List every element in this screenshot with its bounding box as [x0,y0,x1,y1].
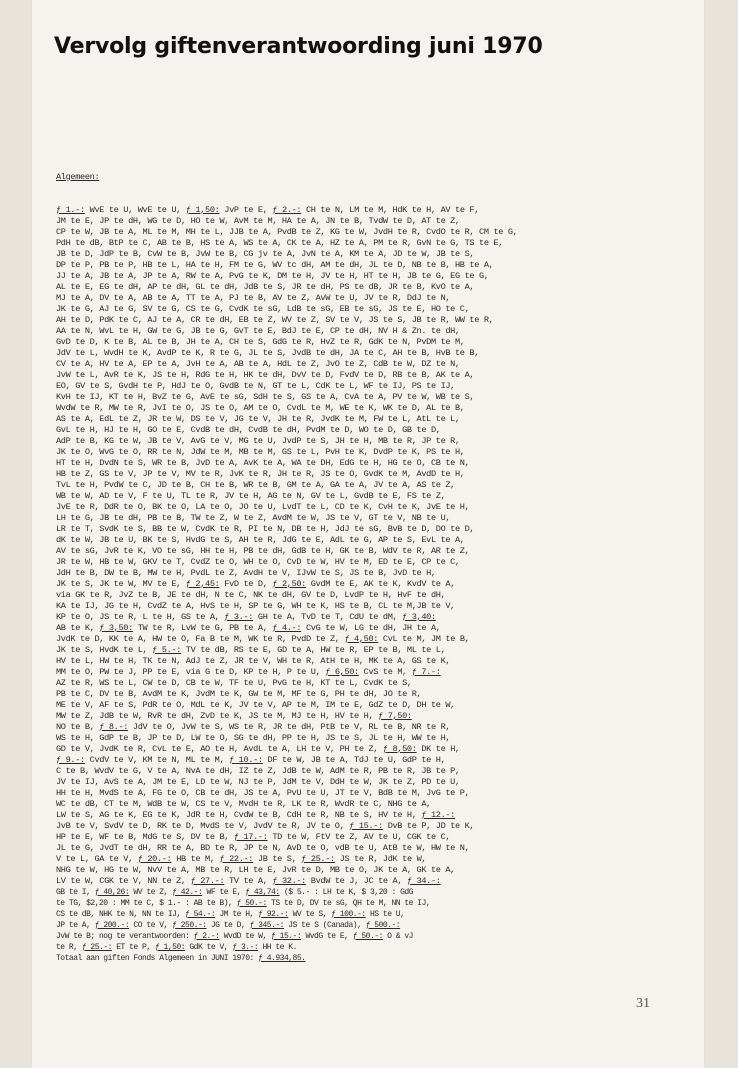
donation-line [56,447,696,458]
donor-text: CvS te M, [358,667,412,677]
donation-line [56,634,696,645]
donation-line [56,271,696,282]
donor-text: HH te H, MvdS te A, FG te O, CB te dH, JS te A, PvU te U, JT te V, BdB te M, JvG te P, [56,788,470,798]
donation-line [56,205,696,216]
donor-text: CvL te M, JM te B, [378,634,470,644]
donor-text: GB te I, [56,888,95,897]
donation-line [56,359,696,370]
section-heading: Algemeen: [56,172,100,182]
donor-text: GvdM te E, AK te K, KvdV te A, [306,579,456,589]
amount-heading: ƒ 32.-: [272,876,306,886]
donation-line [56,491,696,502]
donor-text: KP te O, JS te R, L te H, GS te A, [56,612,225,622]
amount-heading: ƒ 50.-: [352,932,383,941]
donor-text: DF te W, JB te A, TdJ te U, GdP te H, [262,755,446,765]
donation-line [56,513,696,524]
donation-line [56,381,696,392]
donation-line [56,799,696,810]
amount-heading: ƒ 100.-: [331,910,366,919]
amount-heading: ƒ 54.-: [185,910,216,919]
page-number: 31 [636,996,650,1011]
donor-text: te R, [56,943,82,952]
donor-text: MW te Z, JdB te W, RvR te dH, ZvD te K, JS te M, MJ te H, HV te H, [56,711,379,721]
donor-text: TW te R, LvW te G, PB te A, [132,623,273,633]
donor-text: JK te S, JK te W, MV te E, [56,579,186,589]
donation-line [56,920,696,931]
amount-heading: ƒ 27.-: [190,876,225,886]
donor-text: TvL te H, PvdW te C, JD te B, CH te B, WR te B, GM te A, GA te A, JV te A, AS te Z, [56,480,455,490]
donor-text: EO, GV te S, GvdH te P, HdJ te O, GvdB te N, GT te L, CdK te L, WF te IJ, PS te IJ, [56,381,455,391]
donation-line [56,766,696,777]
donation-line [56,403,696,414]
donor-text: HS te U, [365,910,405,919]
donation-line [56,260,696,271]
donor-text: HB te Z, GS te V, JP te V, MV te R, JvK te R, JH te R, JS te O, GvdK te M, AvdD te H, [56,469,465,479]
donor-text: JvE te R, DdR te O, BK te O, LA te O, JO te U, LvdT te L, CD te K, CvH te K, JvE te H, [56,502,470,512]
donor-text: JB te S, [253,854,302,864]
donation-line [56,832,696,843]
donation-line [56,876,696,887]
donor-text: C te B, WvdV te G, V te A, NvA te dH, IZ te Z, JdB te W, AdM te R, PB te R, JB te P, [56,766,460,776]
amount-heading: ƒ 4,50: [344,634,379,644]
amount-heading: ƒ 20.-: [137,854,172,864]
donor-text: AV te sG, JvR te K, VO te sG, HH te H, PB te dH, GdB te H, GK te B, WdV te R, AR te Z, [56,546,470,556]
amount-heading: ƒ 7,50: [378,711,412,721]
donor-text: WV te Z, [129,888,173,897]
donor-text: JS te S (Canada), [283,921,366,930]
amount-heading: ƒ 12.-: [421,810,455,820]
donation-line [56,821,696,832]
donation-line [56,546,696,557]
donor-text: JJ te A, JB te A, JP te A, RW te A, PvG te K, DM te H, JV te H, HT te H, JB te G, EG te G, [56,271,489,281]
donor-text: JdH te B, DW te B, MW te H, PvdL te Z, AvdH te V, IJvW te S, JS te B, JvD te H, [56,568,436,578]
amount-heading: ƒ 9.-: [56,755,85,765]
donor-text: AdP te B, KG te W, JB te V, AvG te V, MG te U, JvdP te S, JH te H, MB te R, JP te R, [56,436,460,446]
donation-line [56,744,696,755]
donor-text: CvdV te V, KM te N, ML te M, [84,755,230,765]
donation-line [56,326,696,337]
donor-text: O & vJ [382,932,413,941]
donation-line [56,733,696,744]
donation-line [56,612,696,623]
donor-text: GvL te H, HJ te H, GO te E, CvdB te dH, CvdB te dH, PvdM te D, WO te D, GB te D, [56,425,441,435]
donation-line [56,810,696,821]
donor-text: KA te IJ, JG te H, CvdZ te A, HvS te H, SP te G, WH te K, HS te B, CL te M,JB te V, [56,601,455,611]
donor-text: JV te IJ, AvS te A, JM te E, LD te W, NJ te P, JdM te V, DdH te W, JK te Z, PD te U, [56,777,460,787]
amount-heading: ƒ 42.-: [172,888,203,897]
donor-text: TD te W, FtV te Z, AV te U, CGK te C, [267,832,451,842]
donation-line [56,887,696,898]
donor-text: PdH te dB, BtP te C, AB te B, HS te A, WS te A, CK te A, HZ te A, PM te R, GvN te G, TS te E, [56,238,504,248]
donation-line [56,304,696,315]
amount-heading: ƒ 40,26: [94,888,130,897]
donation-line [56,645,696,656]
donation-line [56,480,696,491]
donation-line [56,854,696,865]
amount-heading: ƒ 43,74: [245,888,280,897]
amount-heading: ƒ 2.-: [272,205,302,215]
donor-text: JvB te V, SvdV te D, RK te D, MvdS te V, JvdV te R, JV te O, [56,821,350,831]
donor-text: DK te H, [416,744,460,754]
donor-text: HT te H, DvdN te S, WR te B, JvD te A, AvK te A, WA te DH, EdG te H, HG te O, CB te N, [56,458,470,468]
donor-text: AZ te R, WS te L, CW te D, CB te W, TF te U, PvG te H, KT te L, CvdK te S, [56,678,412,688]
donor-text: BvdW te J, JC te A, [306,876,407,886]
amount-heading: ƒ 500.-: [365,921,401,930]
donor-text: JS te R, JdK te W, [334,854,427,864]
donor-text: AS te A, EdL te Z, JR te W, DS te V, JG te V, JH te R, JvdK te M, FW te L, AtL te L, [56,414,460,424]
donor-text: PB te C, DV te B, AvdM te K, JvdM te K, GW te M, MF te G, PH te dH, JO te R, [56,689,422,699]
amount-heading: ƒ 25.-: [301,854,335,864]
donation-line [56,909,696,920]
amount-heading: ƒ 8,50: [382,744,417,754]
donor-text: JG te D, [206,921,250,930]
donor-text: LH te G, JB te dH, PB te B, TW te Z, W te Z, AvdM te W, JS te V, GT te V, NB te U, [56,513,451,523]
amount-heading: ƒ 3,40: [402,612,436,622]
document-page [32,0,704,1068]
donation-line [56,678,696,689]
amount-heading: ƒ 1.-: [56,205,85,215]
donor-text: JB te D, JdP te B, CvW te B, JvW te B, CG jv te A, JvN te A, KM te A, JD te W, JB te S, [56,249,475,259]
donor-text: JvP te E, [219,205,273,215]
amount-heading: ƒ 345.-: [249,921,284,930]
donor-text: TV te A, [224,876,273,886]
donor-text: te TG, $2,20 : MM te C, $ 1.- : AB te B), [56,899,237,908]
amount-heading: ƒ 15.-: [271,932,302,941]
donation-line [56,370,696,381]
donor-text: WS te H, GdP te B, JP te D, LW te O, SG te dH, PP te H, JS te S, JL te H, WW te H, [56,733,451,743]
donor-text: TV te dB, RS te E, GD te A, HW te R, EP te B, ML te L, [181,645,446,655]
donor-text: DP te P, PB te P, HB te L, HA te H, FM te G, WV tc dH, AM te dH, JL te D, NB te B, HB te A, [56,260,494,270]
donor-text: WV te S, [288,910,332,919]
donor-text: CO te V, [129,921,173,930]
donor-text: JK te O, WvG te O, RR te N, JdW te M, MB te M, GS te L, PvH te K, DvdP te K, PS te H, [56,447,465,457]
donor-text: LR te T, SvdK te S, BB te W, CvdK te R, PI te N, DB te H, JdJ te sG, BvB te D, DO te D, [56,524,475,534]
donor-text: MJ te A, DV te A, AB te A, TT te A, PJ te B, AV te Z, AvW te U, JV te R, DdJ te N, [56,293,451,303]
page-title: Vervolg giftenverantwoording juni 1970 [54,34,543,59]
amount-heading: ƒ 10.-: [229,755,263,765]
donation-line [56,722,696,733]
amount-heading: ƒ 3.-: [232,943,259,952]
donor-text: KvH te IJ, KT te H, BvZ te G, AvE te sG, SdH te S, GS te A, CvA te A, PV te W, WB te S, [56,392,475,402]
donation-line [56,777,696,788]
donor-text: HH te K. [258,943,297,952]
donor-text: JK te S, HvdK te L, [56,645,153,655]
donor-text: TS te D, DV te sG, QH te M, NN te IJ, [266,899,431,908]
amount-heading: ƒ 7.-: [411,667,441,677]
donor-text: ($ 5.- : LH te K, $ 3,20 : GdG [279,888,413,897]
donor-text: JM te H, [215,910,259,919]
donation-line [56,414,696,425]
donor-text: DvB te P, JD te K, [382,821,475,831]
donation-line [56,755,696,766]
donation-line [56,293,696,304]
donation-line [56,865,696,876]
donation-line [56,535,696,546]
donation-line [56,348,696,359]
donation-line [56,392,696,403]
amount-heading: ƒ 1,50: [154,943,186,952]
amount-heading: ƒ 17.-: [233,832,268,842]
amount-heading: ƒ 25.-: [81,943,112,952]
donation-line [56,315,696,326]
donation-list [56,150,696,964]
donation-line [56,953,696,964]
donor-text: WF te E, [202,888,246,897]
donor-text: GdK te V, [185,943,233,952]
amount-heading: ƒ 6,50: [325,667,359,677]
donation-line [56,700,696,711]
donation-line [56,656,696,667]
amount-heading: ƒ 8.-: [99,722,129,732]
donor-text: Totaal aan giften Fonds Algemeen in JUNI 1970: [56,954,259,963]
donor-text: JL te G, JvdT te dH, RR te A, BD te R, JP te N, AvD te O, vdB te U, AtB te W, HW te N, [56,843,470,853]
donor-text: WvdG te E, [301,932,353,941]
donor-text: MM te O, PW te J, PP te E, via G te D, KP te H, P te U, [56,667,326,677]
amount-heading: ƒ 200.-: [94,921,130,930]
amount-heading: ƒ 3.-: [224,612,254,622]
donation-line [56,843,696,854]
donor-text: JK te G, AJ te G, SV te G, CS te G, CvdK te sG, LdB te sG, EB te sG, JS te E, HO te C, [56,304,470,314]
donor-text: WC te dB, CT te M, WdB te W, CS te V, MvdH te R, LK te R, WvdR te C, NHG te A, [56,799,431,809]
donation-line [56,425,696,436]
donation-line [56,711,696,722]
donor-text: AH te D, PdK te C, AJ te A, CR te dH, EB te Z, WV te Z, SV te V, JS te S, JB te R, WW te R, [56,315,494,325]
donor-text: JR te W, HB te W, GKV te T, CvdZ te O, WH te O, CvD te W, HV te M, ED te E, CP te C, [56,557,460,567]
donor-text: CP te W, JB te A, ML te M, MH te L, JJB te A, PvdB te Z, KG te W, JvdH te R, CvdO te R, CM te G, [56,227,518,237]
donor-text: AA te N, WvL te H, GW te G, JB te G, GvT te E, BdJ te E, CP te dH, NV H & Zn. te dH, [56,326,460,336]
donation-line [56,524,696,535]
donor-text: HV te L, HW te H, TK te N, AdJ te Z, JR te V, WH te R, AtH te H, MK te A, GS te K, [56,656,451,666]
donor-text: GvD te D, K te B, AL te B, JH te A, CH te S, GdG te R, HvZ te R, GdK te N, PvDM te M, [56,337,465,347]
donor-text: GD te V, JvdK te R, CvL te E, AO te H, AvdL te A, LH te V, PH te Z, [56,744,383,754]
donation-line [56,623,696,634]
donor-text: AL te E, EG te dH, AP te dH, GL te dH, JdB te S, JR te dH, PS te dB, JR te B, KvO te A, [56,282,475,292]
donation-line [56,282,696,293]
donor-text: HP te E, WF te B, MdG te S, DV te B, [56,832,234,842]
donation-line [56,436,696,447]
donor-text: NHG te W, HG te W, NvV te A, MB te R, LH te E, JvR te D, MB te O, JK te A, GK te A, [56,865,455,875]
donation-line [56,667,696,678]
donor-text: JvdK te D, KK te A, HW te O, Fa B te M, WK te R, PvdD te Z, [56,634,345,644]
donation-line [56,601,696,612]
amount-heading: ƒ 2.-: [193,932,220,941]
donor-text: WvdW te R, MW te R, JvI te O, JS te O, AM te O, CvdL te M, WE te K, WK te D, AL te B, [56,403,465,413]
donor-text: NO te B, [56,722,100,732]
donation-line [56,689,696,700]
amount-heading: ƒ 34.-: [406,876,441,886]
amount-heading: ƒ 22.-: [219,854,254,864]
amount-heading: ƒ 5.-: [152,645,181,655]
donation-line [56,898,696,909]
donor-text: JP te A, [56,921,95,930]
donor-text: JdV te O, JvW te S, WS te R, JR te dH, PtB te V, RL te B, NR te R, [128,722,451,732]
donor-text: WB te W, AD te V, F te U, TL te R, JV te H, AG te N, GV te L, GvdB te E, FS te Z, [56,491,446,501]
donor-text: JM te E, JP te dH, WG te D, HO te W, AvM te M, HA te A, JN te B, TvdW te D, AT te Z, [56,216,460,226]
donor-text: CH te N, LM te M, HdK te H, AV te F, [301,205,480,215]
amount-heading: ƒ 2,45: [185,579,220,589]
amount-heading: ƒ 92.-: [258,910,289,919]
donor-text: JvW te L, AvR te K, JS te H, RdG te H, HK te dH, DvV te D, FvdV te D, RB te B, AK te A, [56,370,475,380]
donor-text: CS te dB, NHK te N, NN te IJ, [56,910,186,919]
amount-heading: ƒ 250.-: [172,921,207,930]
donation-line [56,216,696,227]
donation-line [56,931,696,942]
donation-line [56,579,696,590]
donor-text: CV te A, HV te A, EP te A, JvH te A, AB te A, HdL te Z, JvO te Z, CdB te W, DZ te N, [56,359,460,369]
donor-text: JvW te B; nog te verantwoorden: [56,932,194,941]
donation-line [56,502,696,513]
donor-text: ET te P, [111,943,155,952]
amount-heading: ƒ 1,50: [185,205,220,215]
donor-text: HB te M, [171,854,220,864]
amount-heading: ƒ 3,50: [99,623,133,633]
donation-line [56,227,696,238]
donation-line [56,238,696,249]
donor-text: V te L, GA te V, [56,854,138,864]
donation-line [56,942,696,953]
amount-heading: ƒ 50.-: [236,899,267,908]
donor-text: CvG te W, LG te dH, JH te A, [301,623,441,633]
donation-line [56,590,696,601]
donor-text: FvD te D, [219,579,273,589]
donation-line [56,249,696,260]
donation-line [56,557,696,568]
amount-heading: ƒ 4.934,85. [258,954,306,963]
donor-text: LW te S, AG te K, EG te K, JdR te H, CvdW te B, CdH te R, NB te S, HV te H, [56,810,422,820]
donor-text: WvE te U, WvE te U, [84,205,186,215]
donor-text: ME te V, AF te S, PdR te O, MdL te K, JV te V, AP te M, IM te E, GdZ te D, DH te W, [56,700,455,710]
donation-line [56,458,696,469]
donor-text: via GK te R, JvZ te B, JE te dH, N te C, NK te dH, GV te D, LvdP te H, HvF te dH, [56,590,446,600]
donor-text: GH te A, TvD te T, CdU te dM, [253,612,403,622]
donor-text: dK te W, JB te U, BK te S, HvdG te S, AH te R, JdG te E, AdL te G, AP te S, EvL te A, [56,535,465,545]
amount-heading: ƒ 2,50: [272,579,306,589]
donor-text: WvdD te W, [219,932,272,941]
donation-line [56,788,696,799]
donation-line [56,469,696,480]
amount-heading: ƒ 4.-: [272,623,302,633]
amount-heading: ƒ 15.-: [349,821,383,831]
donation-line [56,568,696,579]
donor-text: JdV te L, WvdH te K, AvdP te K, R te G, JL te S, JvdB te dH, JA te C, AH te B, HvB te B, [56,348,480,358]
donor-text: AB te K, [56,623,100,633]
donation-line [56,337,696,348]
donor-text: LV te W, CGK te V, NN te Z, [56,876,191,886]
